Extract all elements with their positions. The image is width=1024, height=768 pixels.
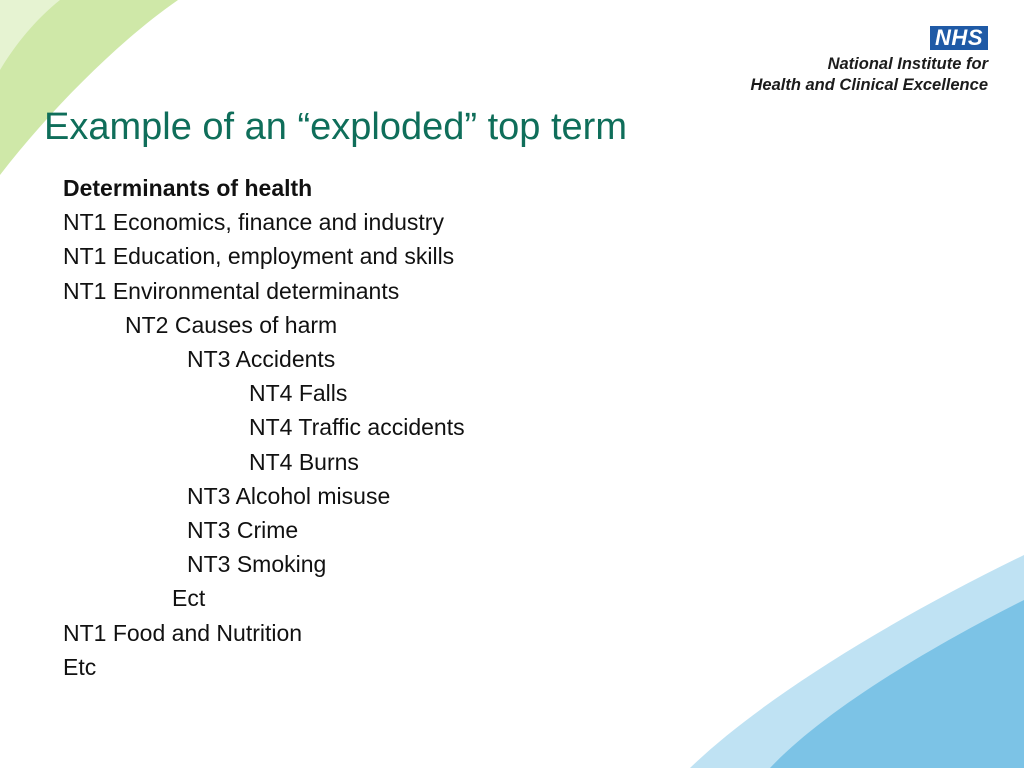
narrower-term-item: NT4 Traffic accidents	[249, 414, 465, 441]
narrower-term-item: NT3 Alcohol misuse	[187, 482, 391, 509]
narrower-term-item: NT2 Causes of harm	[125, 311, 338, 338]
narrower-term-item: Ect	[172, 585, 206, 612]
narrower-term-item: Etc	[63, 653, 97, 680]
nice-logo	[750, 26, 988, 96]
nhs-badge: NHS	[930, 26, 988, 50]
slide-title: Example of an “exploded” top term	[44, 106, 627, 148]
narrower-term-item: NT4 Falls	[249, 380, 348, 407]
top-term-heading: Determinants of health	[63, 175, 313, 201]
org-name-line2: Health and Clinical Excellence	[750, 76, 988, 94]
narrower-term-item: NT1 Education, employment and skills	[63, 243, 455, 270]
narrower-term-item: NT1 Environmental determinants	[63, 277, 400, 304]
narrower-term-item: NT3 Accidents	[187, 346, 336, 373]
narrower-term-item: NT3 Smoking	[187, 551, 327, 578]
org-name-line1: National Institute for	[827, 55, 988, 73]
narrower-term-item: NT3 Crime	[187, 517, 299, 544]
narrower-term-item: NT1 Food and Nutrition	[63, 619, 303, 646]
term-hierarchy	[63, 171, 465, 684]
narrower-term-item: NT1 Economics, finance and industry	[63, 209, 444, 236]
narrower-term-item: NT4 Burns	[249, 448, 359, 475]
